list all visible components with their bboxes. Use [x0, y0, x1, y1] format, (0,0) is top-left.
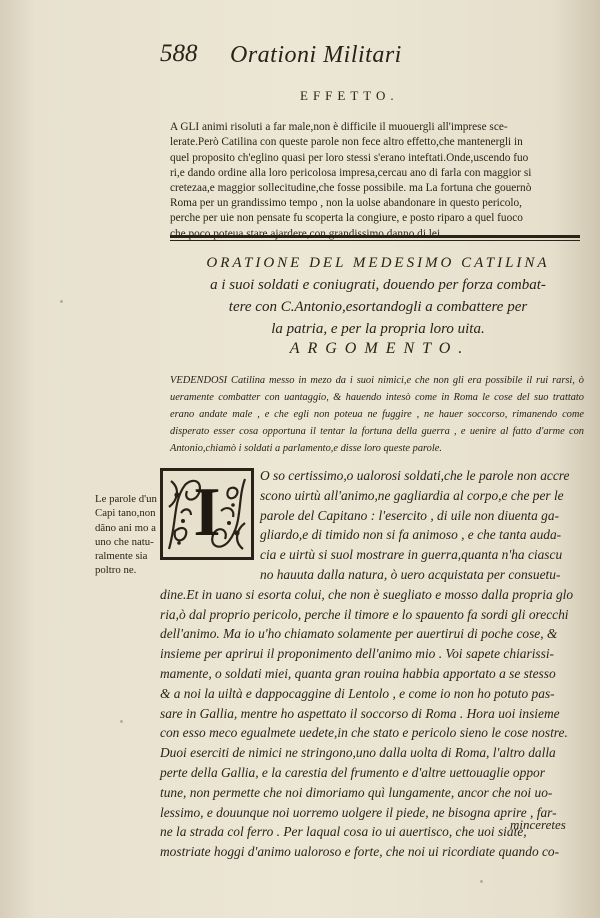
text-line: ne la strada col ferro . Per laqual cosa io ui auertisco, che uoi siate,	[160, 824, 527, 840]
text-line: cia e uirtù si suol mostrare in guerra,quanta n'ha ciascu	[260, 547, 563, 563]
margin-note: Le parole d'un Capi tano,non dãno ani mo a uno che natu- ralmente sia poltro ne.	[95, 493, 157, 577]
oration-title	[168, 252, 588, 340]
text-line: cretezaa,e maggior sollecitudine,che fosse possibile. ma La fortuna che gouernò	[170, 182, 532, 195]
title-line: tere con C.Antonio,esortandogli a combattere per	[228, 299, 528, 315]
text-line: Roma per un grandissimo tempo , non la uolse abandonare in questo pericolo,	[170, 197, 523, 210]
text-line: O so certissimo,o ualorosi soldati,che le parole non accre	[260, 468, 570, 483]
title-line: a i suoi soldati e coniugrati, douendo per forza combat-	[210, 277, 546, 293]
text-line: mamente, o soldati miei, quanta gran rouina habbia apportato a se stesso	[160, 665, 556, 681]
text-line: che poco poteua stare ajardere,con grandissimo danno di lei.	[170, 227, 443, 240]
page-number: 588	[160, 40, 198, 67]
paper-speck	[120, 720, 123, 723]
paper-speck	[480, 880, 483, 883]
text-line: no hauuta dalla natura, ò uero acquistata per consuetu-	[260, 566, 561, 582]
title-line: la patria, e per la propria loro uita.	[271, 321, 485, 337]
text-line: ri,e dando ordine alla loro pericolosa impresa,cercau ano di farla con maggior si	[170, 166, 532, 179]
section-rule-thick	[170, 235, 580, 238]
argomento-heading: ARGOMENTO.	[289, 340, 471, 357]
text-line: & a noi la uiltà e dappocaggine di Lentolo , e come io non ho potuto pas-	[160, 685, 555, 701]
text-line: dine.Et in uano si esorta colui, che non è suegliato e mosso dalla propria glo	[160, 586, 574, 602]
text-line: quel proposito ch'eglino quasi per loro stessi s'erano inteftati.Onde,uscendo fuo	[170, 151, 529, 164]
title-line: ORATIONE DEL MEDESIMO CATILINA	[206, 255, 550, 271]
running-head: Orationi Militari	[230, 42, 402, 68]
effetto-heading: EFFETTO.	[300, 88, 399, 103]
text-line: ria,ò dal proprio pericolo, perche il timore e lo spauento fa sordi gli orecchi	[160, 606, 569, 622]
text-line: gliardo,e di timido non si fa animoso , e che tanta auda-	[260, 527, 562, 543]
text-line: insieme per aprirui il proponimento dell'animo mio . Voi sapete chiarissi-	[160, 646, 555, 662]
text-line: Duoi eserciti de nimici ne stringono,uno dalla uolta di Roma, l'altro dalla	[160, 745, 556, 761]
text-line: A GLI animi risoluti a far male,non è difficile il muouergli all'imprese sce-	[170, 121, 508, 134]
page-header	[160, 40, 540, 80]
text-line: lessimo, e douunque noi uorremo uolgere il piede, ne bisogna aprire , far-	[160, 804, 557, 820]
section-rule-thin	[170, 240, 580, 241]
text-line: perche per uie non pensate fu scoperta la congiure, e posto riparo a quel fuoco	[170, 212, 523, 225]
effetto-paragraph	[170, 105, 586, 242]
text-line: dell'animo. Ma io u'ho chiamato solamente per auertirui di poche cose, &	[160, 626, 558, 642]
text-line: scono uirtù all'animo,ne gagliardia al corpo,e che per le	[260, 487, 564, 503]
text-line: mostriate hoggi d'animo ualoroso e forte, che noi ui ricordiate quando co-	[160, 844, 560, 860]
text-line: sare in Gallia, mentre ho aspettato il soccorso di Roma . Hora uoi insieme	[160, 705, 560, 721]
argomento-paragraph: VEDENDOSI Catilina messo in mezo da i suoi nimici,e che non gli era possibile il rui rarsi, ò ueramente combatter con uantaggio, & hauendo intesò come in Roma le cose del suo trattato erano andate male , e che egli non poteua ne fuggire , ne hauer soccorso, rimanendo come disperato esser cosa opportuna il tentar la fortuna della guerra , e uenire al fatto d'arme con Antonio,chiamò i soldati a parlamento,e disse loro queste parole.	[170, 375, 584, 454]
text-line: tune, non permette che noi dimoriamo quì lungamente, ancor che noi uo-	[160, 784, 553, 800]
initial-letter: I	[193, 474, 221, 551]
text-line: parole del Capitano : l'esercito , di uile non diuenta ga-	[260, 507, 560, 523]
catchword: minceretes	[510, 817, 566, 832]
text-line: perte della Gallia, e la carestia del frumento e d'altre uettouaglie oppor	[160, 764, 545, 780]
text-line: con esso meco egualmete uedete,in che stato e pericolo sieno le cose nostre.	[160, 725, 568, 741]
paper-speck	[60, 300, 63, 303]
text-line: lerate.Però Catilina con queste parole non fece altro effetto,che mantenergli in	[170, 136, 523, 149]
oration-body	[160, 466, 588, 862]
